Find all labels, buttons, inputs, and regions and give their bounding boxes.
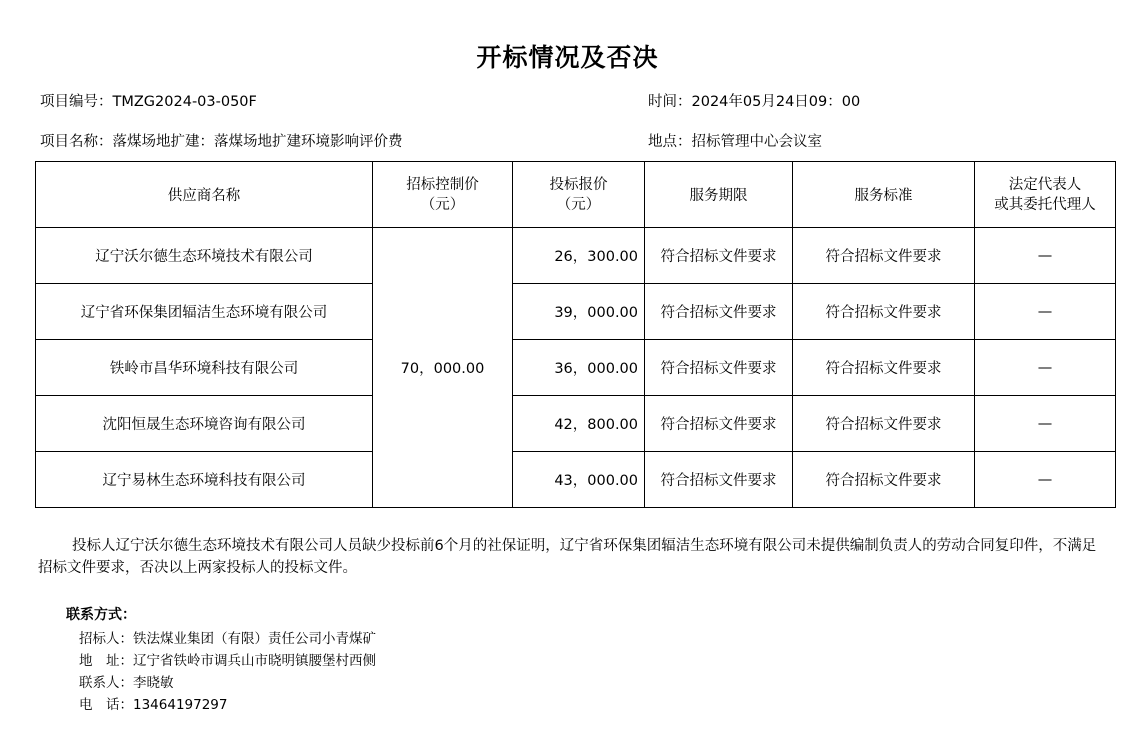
contact-title: 联系方式： (66, 607, 136, 623)
header-representative-line1: 法定代表人 (1008, 176, 1082, 193)
representative: — (975, 228, 1116, 284)
service-standard: 符合招标文件要求 (793, 340, 975, 396)
service-period: 符合招标文件要求 (645, 396, 793, 452)
location-label: 地点： (648, 134, 692, 150)
table-row (36, 396, 1116, 452)
header-control-price-line2: （元） (420, 196, 465, 213)
table-row (36, 340, 1116, 396)
time-value: 2024年05月24日09：00 (691, 94, 861, 110)
service-period: 符合招标文件要求 (645, 228, 793, 284)
location-value: 招标管理中心会议室 (691, 134, 822, 150)
project-name-label: 项目名称： (40, 134, 113, 150)
project-name-value: 落煤场地扩建：落煤场地扩建环境影响评价费 (112, 134, 403, 150)
time-label: 时间： (648, 94, 692, 110)
project-number-value: TMZG2024-03-050F (112, 94, 257, 110)
service-standard: 符合招标文件要求 (793, 284, 975, 340)
service-standard: 符合招标文件要求 (793, 452, 975, 508)
supplier-name: 铁岭市昌华环境科技有限公司 (36, 340, 373, 396)
bid-price: 42，800.00 (513, 396, 645, 452)
bid-opening-time (648, 90, 860, 111)
representative: — (975, 396, 1116, 452)
bid-price: 39，000.00 (513, 284, 645, 340)
table-header-row (36, 162, 1116, 228)
service-period: 符合招标文件要求 (645, 340, 793, 396)
header-control-price-line1: 招标控制价 (406, 176, 479, 193)
page-title: 开标情况及否决 (476, 43, 659, 72)
rejection-note: 投标人辽宁沃尔德生态环境技术有限公司人员缺少投标前6个月的社保证明，辽宁省环保集团辐洁生态环境有限公司未提供编制负责人的劳动合同复印件，不满足招标文件要求，否决以上两家投标人的投标文件。 (38, 538, 1097, 576)
representative: — (975, 452, 1116, 508)
header-representative-line2: 或其委托代理人 (994, 196, 1096, 213)
contact-address: 地 址：辽宁省铁岭市调兵山市晓明镇腰堡村西侧 (79, 653, 376, 669)
location (648, 130, 822, 151)
supplier-name: 沈阳恒晟生态环境咨询有限公司 (36, 396, 373, 452)
project-number (40, 90, 257, 111)
bid-price: 26，300.00 (513, 228, 645, 284)
service-period: 符合招标文件要求 (645, 284, 793, 340)
project-name (40, 130, 403, 151)
representative: — (975, 284, 1116, 340)
bid-results-table (35, 161, 1116, 508)
header-service-period: 服务期限 (645, 162, 793, 228)
contact-person: 联系人：李晓敏 (79, 675, 174, 691)
bid-price: 43，000.00 (513, 452, 645, 508)
table-row (36, 284, 1116, 340)
supplier-name: 辽宁沃尔德生态环境技术有限公司 (36, 228, 373, 284)
header-service-standard: 服务标准 (793, 162, 975, 228)
header-bid-price-line1: 投标报价 (549, 176, 608, 193)
header-representative (975, 162, 1116, 228)
header-supplier: 供应商名称 (36, 162, 373, 228)
supplier-name: 辽宁易林生态环境科技有限公司 (36, 452, 373, 508)
header-bid-price-line2: （元） (556, 196, 601, 213)
control-price: 70，000.00 (373, 228, 513, 508)
table-row (36, 452, 1116, 508)
service-standard: 符合招标文件要求 (793, 396, 975, 452)
supplier-name: 辽宁省环保集团辐洁生态环境有限公司 (36, 284, 373, 340)
bid-price: 36，000.00 (513, 340, 645, 396)
header-control-price (373, 162, 513, 228)
service-period: 符合招标文件要求 (645, 452, 793, 508)
representative: — (975, 340, 1116, 396)
service-standard: 符合招标文件要求 (793, 228, 975, 284)
contact-tenderer: 招标人：铁法煤业集团（有限）责任公司小青煤矿 (79, 631, 376, 647)
header-bid-price (513, 162, 645, 228)
table-row (36, 228, 1116, 284)
contact-phone: 电 话：13464197297 (79, 697, 228, 713)
project-number-label: 项目编号： (40, 94, 113, 110)
